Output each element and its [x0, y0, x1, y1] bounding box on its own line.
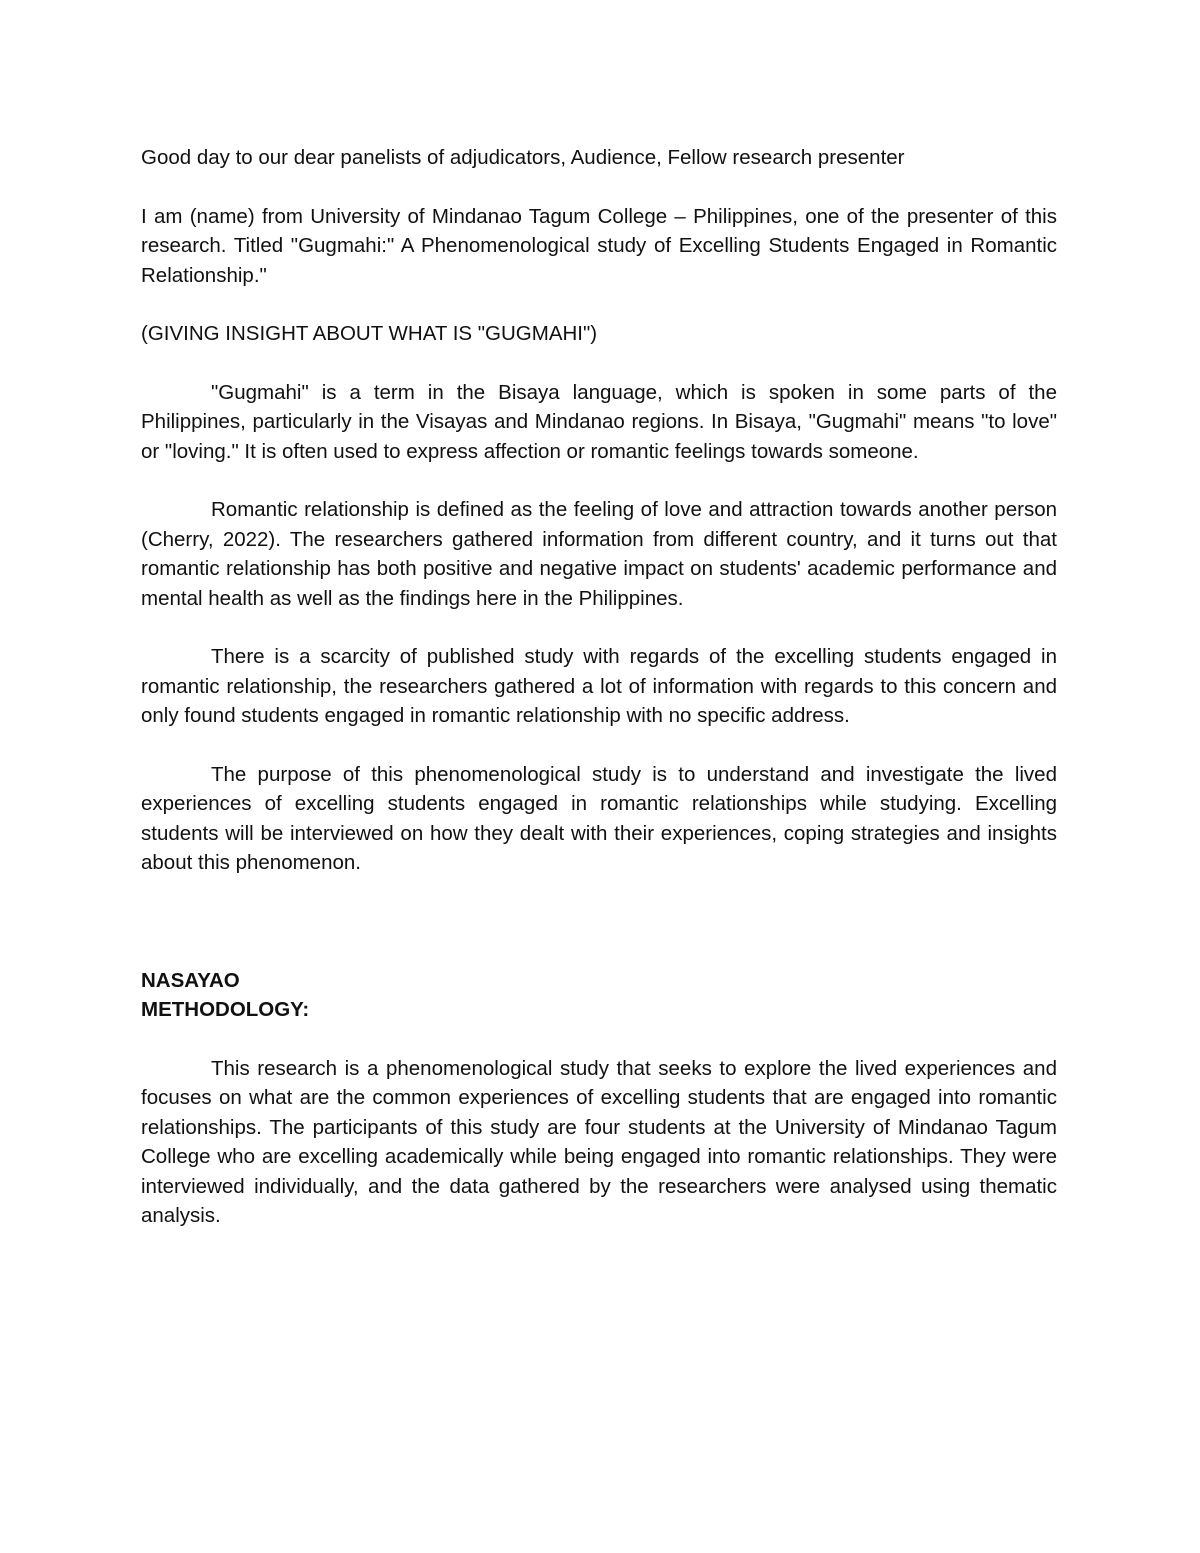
greeting-line: Good day to our dear panelists of adjudicators, Audience, Fellow research presenter [141, 146, 905, 169]
insight-heading: (GIVING INSIGHT ABOUT WHAT IS "GUGMAHI") [141, 322, 598, 345]
scarcity-paragraph: There is a scarcity of published study with regards of the excelling students engaged in romantic relationship, the researchers gathered a lot of information with regards to this concern and only found students engaged in romantic relationship with no specific address. [141, 645, 1057, 727]
romantic-relationship-paragraph: Romantic relationship is defined as the feeling of love and attraction towards another person (Cherry, 2022). The researchers gathered information from different country, and it turns out that romantic relationship has both positive and negative impact on students' academic performance and mental health as well as the findings here in the Philippines. [141, 498, 1057, 610]
gugmahi-definition-paragraph: "Gugmahi" is a term in the Bisaya language, which is spoken in some parts of the Philippines, particularly in the Visayas and Mindanao regions. In Bisaya, "Gugmahi" means "to love" or "loving." It is often used to express affection or romantic feelings towards someone. [141, 380, 1057, 463]
purpose-paragraph: The purpose of this phenomenological study is to understand and investigate the lived experiences of excelling students engaged in romantic relationships while studying. Excelling students will be interviewed on how they dealt with their experiences, coping strategies and insights about this phenomenon. [141, 762, 1057, 874]
document-body [141, 143, 1057, 1260]
methodology-paragraph: This research is a phenomenological study that seeks to explore the lived experiences and focuses on what are the common experiences of excelling students that are engaged into romantic relationships. The participants of this study are four students at the University of Mindanao Tagum College who are excelling academically while being engaged into romantic relationships. They were interviewed individually, and the data gathered by the researchers were analysed using thematic analysis. [141, 1056, 1057, 1227]
presenter-name-heading: NASAYAO [141, 968, 240, 992]
intro-paragraph: I am (name) from University of Mindanao Tagum College – Philippines, one of the presenter of this research. Titled "Gugmahi:" A Phenomenological study of Excelling Students Engaged in Romantic Relationship." [141, 204, 1057, 287]
methodology-heading: METHODOLOGY: [141, 998, 310, 1021]
